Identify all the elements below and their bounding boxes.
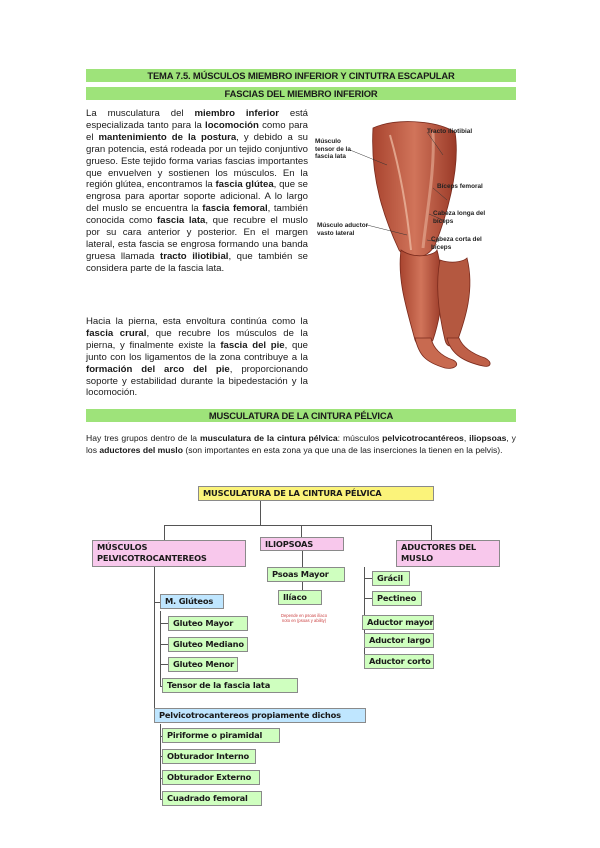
node-obturador-interno: Obturador Interno	[162, 749, 256, 764]
bold-term: fascia femoral	[202, 203, 268, 215]
node-aductores: ADUCTORES DEL MUSLO	[396, 540, 500, 567]
label-aductor-vasto: Músculo aductor vasto lateral	[317, 222, 369, 237]
bold-term: tracto iliotibial	[160, 250, 229, 262]
label-biceps-femoral: Bíceps femoral	[437, 183, 483, 190]
text-run: , que recubre los músculos de la pierna, y finalmente existe la	[86, 327, 308, 351]
text-run: , y debido a su gran potencia, está rodeada por un tejido conjuntivo grueso. Este tejido forma varias fascias importantes que envuelven y sostienen los músculos. En la región glútea, encontramos la	[86, 131, 308, 191]
text-run: está especializada tanto para la	[86, 108, 308, 131]
concept-map-cintura-pelvica	[86, 480, 516, 815]
node-gluteo-mayor: Gluteo Mayor	[168, 616, 248, 631]
bold-term: mantenimiento de la postura	[98, 131, 237, 143]
text-run: Hacia la pierna, esta envoltura continúa como la	[86, 316, 308, 327]
node-aductor-largo: Aductor largo	[364, 633, 434, 648]
text-run: , y los	[86, 433, 516, 455]
bold-term: aductores del muslo	[99, 444, 183, 455]
node-tensor-fascia-lata: Tensor de la fascia lata	[162, 678, 298, 693]
node-iliaco: Ilíaco	[278, 590, 322, 605]
node-pelvicotrocantereos-propios: Pelvicotrocantereos propiamente dichos	[154, 708, 366, 723]
paragraph-fascias-1	[86, 108, 308, 275]
section-heading-cintura: MUSCULATURA DE LA CINTURA PÉLVICA	[86, 409, 516, 422]
node-root: MUSCULATURA DE LA CINTURA PÉLVICA	[198, 486, 434, 501]
text-run: , que recubre el muslo por su cara anterior y posterior. En el margen lateral, esta fascia se engrosa formando una banda gruesa llamada	[86, 215, 308, 262]
text-run: como para el	[86, 119, 308, 143]
paragraph-fascias-2	[86, 316, 308, 399]
bold-term: fascia lata	[157, 215, 206, 227]
bold-term: locomoción	[205, 119, 259, 131]
note-iliaco: Depende en psoas ilíaco noto en (psoas y ability)	[280, 613, 328, 623]
section-heading-fascias: FASCIAS DEL MIEMBRO INFERIOR	[86, 87, 516, 100]
node-gracil: Grácil	[372, 571, 410, 586]
label-tracto-iliotibial: Tracto iliotibial	[427, 128, 473, 135]
node-aductor-corto: Aductor corto	[364, 654, 434, 669]
text-run: , que se engrosa para aportar soporte adicional. A lo largo del muslo se encuentra la	[86, 179, 308, 215]
leg-muscles-illustration	[315, 110, 520, 375]
label-cabeza-corta: Cabeza corta del bíceps	[431, 236, 482, 251]
bold-term: musculatura de la cintura pélvica	[199, 433, 338, 443]
bold-term: miembro inferior	[194, 108, 279, 119]
node-psoas-mayor: Psoas Mayor	[267, 567, 345, 582]
text-run: Hay tres grupos dentro de la	[86, 433, 200, 443]
node-pectineo: Pectineo	[372, 591, 422, 606]
text-run: : músculos	[337, 433, 383, 443]
node-cuadrado-femoral: Cuadrado femoral	[162, 791, 262, 806]
node-obturador-externo: Obturador Externo	[162, 770, 260, 785]
bold-term: fascia crural	[86, 327, 147, 339]
node-aductor-mayor: Aductor mayor	[362, 615, 434, 630]
text-run: , también conocida como	[86, 203, 308, 227]
text-run: ,	[463, 433, 470, 443]
bold-term: formación del arco del pie	[86, 363, 230, 375]
bold-term: iliopsoas	[469, 433, 507, 443]
paragraph-cintura-intro	[86, 433, 516, 457]
text-run: , proporcionando soporte y estabilidad durante la bipedestación y la locomoción.	[86, 363, 308, 399]
node-gluteos: M. Glúteos	[160, 594, 224, 609]
label-cabeza-larga: Cabeza longa del bíceps	[433, 210, 486, 225]
text-run: , que junto con los ligamentos de la zona contribuye a la	[86, 339, 308, 363]
bold-term: fascia glútea	[215, 179, 274, 191]
node-piriforme: Piriforme o piramidal	[162, 728, 280, 743]
label-tensor-fascia-lata: Músculo tensor de la fascia lata	[315, 138, 351, 161]
node-gluteo-mediano: Gluteo Mediano	[168, 637, 248, 652]
text-run: , que también se considera parte de la fascia lata.	[86, 250, 308, 274]
node-iliopsoas: ILIOPSOAS	[260, 537, 344, 551]
page-title: TEMA 7.5. MÚSCULOS MIEMBRO INFERIOR Y CINTUTRA ESCAPULAR	[86, 69, 516, 82]
bold-term: fascia del pie	[220, 339, 285, 351]
node-pelvicotrocantereos: MÚSCULOS PELVICOTROCANTEREOS	[92, 540, 246, 567]
text-run: La musculatura del	[86, 108, 195, 119]
node-gluteo-menor: Gluteo Menor	[168, 657, 238, 672]
text-run: (son importantes en esta zona ya que una de las inserciones la tienen en la pelvis).	[182, 444, 503, 455]
bold-term: pelvicotrocantéreos	[382, 433, 464, 443]
